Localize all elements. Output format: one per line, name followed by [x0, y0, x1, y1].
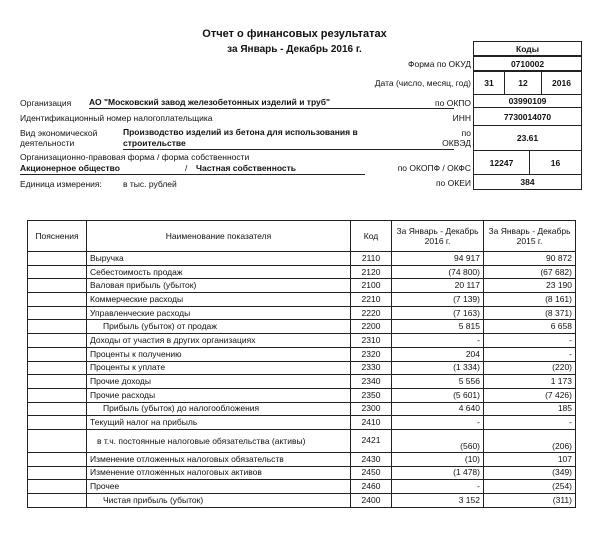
row-name: Валовая прибыль (убыток) — [87, 279, 351, 293]
row-code: 2300 — [351, 402, 392, 416]
row-name: Выручка — [87, 252, 351, 266]
codes-header — [473, 41, 582, 56]
okved-value — [473, 125, 582, 151]
okved-label-1: по — [461, 128, 471, 138]
row-explanation — [28, 429, 87, 452]
table-row — [28, 494, 576, 508]
row-code: 2450 — [351, 466, 392, 480]
row-current-value: 4 640 — [392, 402, 484, 416]
row-name: Текущий налог на прибыль — [87, 416, 351, 430]
row-current-value: (7 139) — [392, 293, 484, 307]
unit-label: Единица измерения: — [20, 179, 102, 189]
row-current-value: - — [392, 480, 484, 494]
row-previous-value: - — [484, 416, 576, 430]
ownership-value: Частная собственность — [196, 163, 297, 173]
row-previous-value: (206) — [484, 429, 576, 452]
row-current-value: - — [392, 416, 484, 430]
table-row — [28, 361, 576, 375]
okopf-value — [473, 150, 530, 175]
row-code: 2340 — [351, 375, 392, 389]
row-explanation — [28, 375, 87, 389]
activity-underline — [123, 149, 454, 150]
col-name: Наименование показателя — [87, 221, 351, 252]
row-previous-value: (254) — [484, 480, 576, 494]
row-current-value: 20 117 — [392, 279, 484, 293]
row-explanation — [28, 252, 87, 266]
row-previous-value: - — [484, 347, 576, 361]
row-previous-value: (7 426) — [484, 388, 576, 402]
okpo-label: по ОКПО — [435, 98, 471, 108]
row-previous-value: (67 682) — [484, 265, 576, 279]
okfs-value-text: 16 — [550, 157, 561, 168]
row-explanation — [28, 416, 87, 430]
table-row — [28, 375, 576, 389]
row-explanation — [28, 361, 87, 375]
row-name: Себестоимость продаж — [87, 265, 351, 279]
row-explanation — [28, 388, 87, 402]
row-code: 2350 — [351, 388, 392, 402]
col-code: Код — [351, 221, 392, 252]
okei-value — [473, 174, 582, 190]
okved-label-2: ОКВЭД — [442, 138, 471, 148]
okud-value — [473, 56, 582, 71]
org-label: Организация — [20, 98, 72, 108]
row-previous-value: (349) — [484, 466, 576, 480]
financial-results-table — [27, 220, 576, 508]
date-day-text: 31 — [484, 78, 494, 88]
okei-label: по ОКЕИ — [435, 178, 471, 188]
table-row — [28, 466, 576, 480]
row-current-value: 204 — [392, 347, 484, 361]
row-name: Чистая прибыль (убыток) — [87, 494, 351, 508]
row-previous-value: 185 — [484, 402, 576, 416]
row-current-value: (1 478) — [392, 466, 484, 480]
row-name: Коммерческие расходы — [87, 293, 351, 307]
row-previous-value: 6 658 — [484, 320, 576, 334]
table-row — [28, 293, 576, 307]
row-explanation — [28, 402, 87, 416]
row-code: 2220 — [351, 306, 392, 320]
row-code: 2120 — [351, 265, 392, 279]
row-name: Проценты к уплате — [87, 361, 351, 375]
table-row — [28, 320, 576, 334]
row-explanation — [28, 306, 87, 320]
table-row — [28, 480, 576, 494]
row-name: Проценты к получению — [87, 347, 351, 361]
unit-value: в тыс. рублей — [123, 179, 177, 189]
row-current-value: 94 917 — [392, 252, 484, 266]
activity-value-1: Производство изделий из бетона для использования в — [123, 127, 358, 137]
date-month-text: 12 — [518, 78, 528, 88]
date-year-text: 2016 — [552, 78, 571, 88]
form-separator: / — [185, 163, 188, 173]
table-body — [28, 252, 576, 508]
row-explanation — [28, 334, 87, 348]
row-name: Прибыль (убыток) от продаж — [87, 320, 351, 334]
okfs-value — [529, 150, 582, 175]
row-code: 2400 — [351, 494, 392, 508]
row-current-value: (560) — [392, 429, 484, 452]
table-row — [28, 334, 576, 348]
table-row — [28, 388, 576, 402]
inn-code-label: ИНН — [452, 113, 471, 123]
date-day — [473, 71, 505, 95]
row-current-value: 3 152 — [392, 494, 484, 508]
row-previous-value: (311) — [484, 494, 576, 508]
okud-value-text: 0710002 — [510, 58, 545, 69]
row-name: в т.ч. постоянные налоговые обязательства (активы) — [87, 429, 351, 452]
row-code: 2430 — [351, 452, 392, 466]
inn-label: Идентификационный номер налогоплательщика — [20, 113, 213, 123]
okopf-value-text: 12247 — [489, 157, 514, 168]
row-name: Управленческие расходы — [87, 306, 351, 320]
row-current-value: 5 556 — [392, 375, 484, 389]
row-name: Прочие расходы — [87, 388, 351, 402]
date-year — [541, 71, 582, 95]
activity-label-1: Вид экономической — [20, 128, 98, 138]
row-previous-value: (220) — [484, 361, 576, 375]
row-code: 2200 — [351, 320, 392, 334]
row-explanation — [28, 494, 87, 508]
row-previous-value: 90 872 — [484, 252, 576, 266]
okpo-value-text: 03990109 — [508, 96, 547, 106]
row-explanation — [28, 452, 87, 466]
col-explanations: Пояснения — [28, 221, 87, 252]
table-row — [28, 279, 576, 293]
row-explanation — [28, 293, 87, 307]
form-label: Организационно-правовая форма / форма собственности — [20, 152, 250, 162]
row-current-value: 5 815 — [392, 320, 484, 334]
table-row — [28, 306, 576, 320]
form-underline — [20, 174, 365, 175]
row-name: Изменение отложенных налоговых активов — [87, 466, 351, 480]
report-period: за Январь - Декабрь 2016 г. — [227, 44, 362, 55]
row-code: 2460 — [351, 480, 392, 494]
row-code: 2110 — [351, 252, 392, 266]
row-current-value: - — [392, 334, 484, 348]
table-row — [28, 416, 576, 430]
row-name: Доходы от участия в других организациях — [87, 334, 351, 348]
okved-value-text: 23.61 — [516, 133, 539, 143]
row-previous-value: (8 161) — [484, 293, 576, 307]
okpo-value — [473, 94, 582, 108]
row-current-value: (74 800) — [392, 265, 484, 279]
row-current-value: (1 334) — [392, 361, 484, 375]
row-current-value: (5 601) — [392, 388, 484, 402]
col-previous: За Январь - Декабрь 2015 г. — [484, 221, 576, 252]
row-code: 2210 — [351, 293, 392, 307]
row-previous-value: 107 — [484, 452, 576, 466]
row-name: Изменение отложенных налоговых обязательств — [87, 452, 351, 466]
row-name: Прочие доходы — [87, 375, 351, 389]
okud-label: Форма по ОКУД — [408, 59, 471, 69]
row-previous-value: - — [484, 334, 576, 348]
row-name: Прочее — [87, 480, 351, 494]
row-explanation — [28, 347, 87, 361]
row-explanation — [28, 320, 87, 334]
row-code: 2100 — [351, 279, 392, 293]
codes-header-label: Коды — [516, 43, 539, 54]
row-current-value: (7 163) — [392, 306, 484, 320]
okei-value-text: 384 — [520, 177, 535, 187]
row-code: 2421 — [351, 429, 392, 452]
activity-label-2: деятельности — [20, 138, 75, 148]
table-row — [28, 402, 576, 416]
row-previous-value: 1 173 — [484, 375, 576, 389]
inn-value — [473, 107, 582, 126]
row-code: 2410 — [351, 416, 392, 430]
row-explanation — [28, 480, 87, 494]
col-current: За Январь - Декабрь 2016 г. — [392, 221, 484, 252]
form-value: Акционерное общество — [20, 163, 120, 173]
org-value: АО "Московский завод железобетонных изделий и труб" — [89, 97, 331, 107]
okopf-label: по ОКОПФ / ОКФС — [397, 163, 471, 173]
table-row — [28, 429, 576, 452]
row-name: Прибыль (убыток) до налогообложения — [87, 402, 351, 416]
row-previous-value: 23 190 — [484, 279, 576, 293]
row-explanation — [28, 466, 87, 480]
table-header-row — [28, 221, 576, 252]
activity-value-2: строительстве — [123, 138, 186, 148]
row-current-value: (10) — [392, 452, 484, 466]
row-code: 2310 — [351, 334, 392, 348]
row-code: 2320 — [351, 347, 392, 361]
org-underline — [89, 108, 454, 109]
row-explanation — [28, 279, 87, 293]
date-month — [504, 71, 542, 95]
table-row — [28, 252, 576, 266]
report-title: Отчет о финансовых результатах — [202, 28, 387, 40]
inn-value-text: 7730014070 — [503, 111, 552, 122]
row-explanation — [28, 265, 87, 279]
table-row — [28, 347, 576, 361]
row-code: 2330 — [351, 361, 392, 375]
table-row — [28, 265, 576, 279]
date-label: Дата (число, месяц, год) — [374, 78, 471, 88]
row-previous-value: (8 371) — [484, 306, 576, 320]
table-row — [28, 452, 576, 466]
